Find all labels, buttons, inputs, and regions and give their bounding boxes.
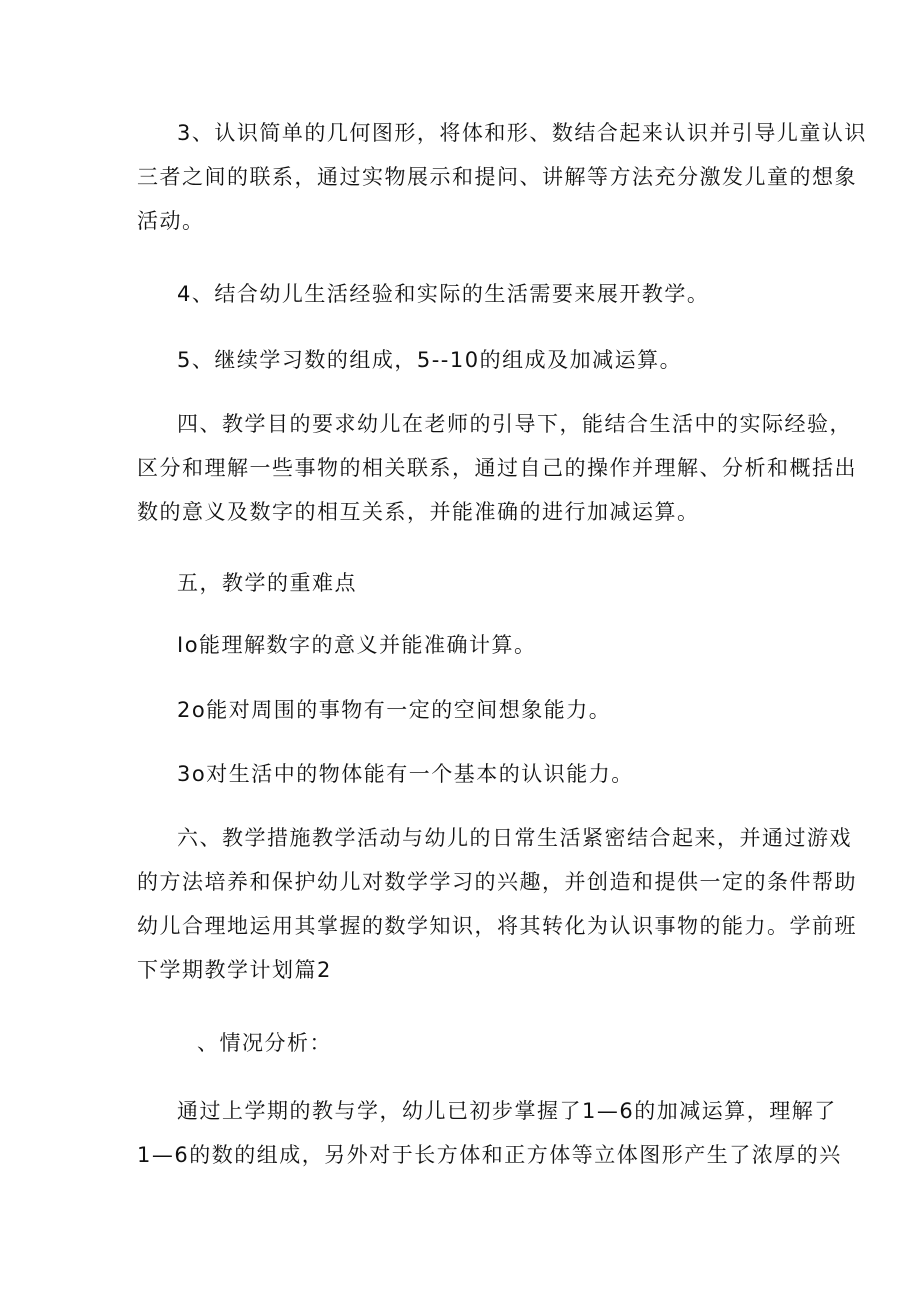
text-line: 数的意义及数字的相互关系，并能准确的进行加减运算。 <box>137 500 700 524</box>
text-line: 下学期教学计划篇2 <box>137 958 332 982</box>
paragraph-item-3 <box>137 111 867 243</box>
text-line: 四、教学目的要求幼儿在老师的引导下，能结合生活中的实际经验， <box>177 412 852 436</box>
paragraph-item-5 <box>137 338 797 382</box>
text-line: 3、认识简单的几何图形，将体和形、数结合起来认识并引导儿童认识 <box>177 121 867 145</box>
text-line: 三者之间的联系，通过实物展示和提问、讲解等方法充分激发儿童的想象 <box>137 165 857 189</box>
paragraph-key-1 <box>137 623 797 667</box>
text-line: 幼儿合理地运用其掌握的数学知识，将其转化为认识事物的能力。学前班 <box>137 914 857 938</box>
text-line: 六、教学措施教学活动与幼儿的日常生活紧密结合起来，并通过游戏 <box>177 826 852 850</box>
paragraph-situation-body <box>137 1089 842 1177</box>
text-line: Io能理解数字的意义并能准确计算。 <box>177 633 537 657</box>
text-line: 活动。 <box>137 209 205 233</box>
text-line: 3o对生活中的物体能有一个基本的认识能力。 <box>177 762 634 786</box>
text-line: 区分和理解一些事物的相关联系，通过自己的操作并理解、分析和概括出 <box>137 456 857 480</box>
paragraph-key-2 <box>137 688 797 732</box>
text-line: 五，教学的重难点 <box>177 571 357 595</box>
text-line: 5、继续学习数的组成，5--10的组成及加减运算。 <box>177 348 683 372</box>
text-line: 通过上学期的教与学，幼儿已初步掌握了1—6的加减运算，理解了 <box>177 1099 837 1123</box>
paragraph-section-6 <box>137 816 857 992</box>
text-line: 2o能对周围的事物有一定的空间想象能力。 <box>177 698 612 722</box>
text-line: 4、结合幼儿生活经验和实际的生活需要来展开教学。 <box>177 282 710 306</box>
paragraph-key-3 <box>137 752 797 796</box>
paragraph-item-4 <box>137 272 797 316</box>
paragraph-section-4 <box>137 402 857 534</box>
text-line: 1—6的数的组成，另外对于长方体和正方体等立体图形产生了浓厚的兴 <box>137 1143 842 1167</box>
paragraph-situation-heading <box>137 1021 797 1065</box>
paragraph-section-5 <box>137 561 797 605</box>
text-line: 、情况分析： <box>197 1031 332 1055</box>
text-line: 的方法培养和保护幼儿对数学学习的兴趣，并创造和提供一定的条件帮助 <box>137 870 857 894</box>
